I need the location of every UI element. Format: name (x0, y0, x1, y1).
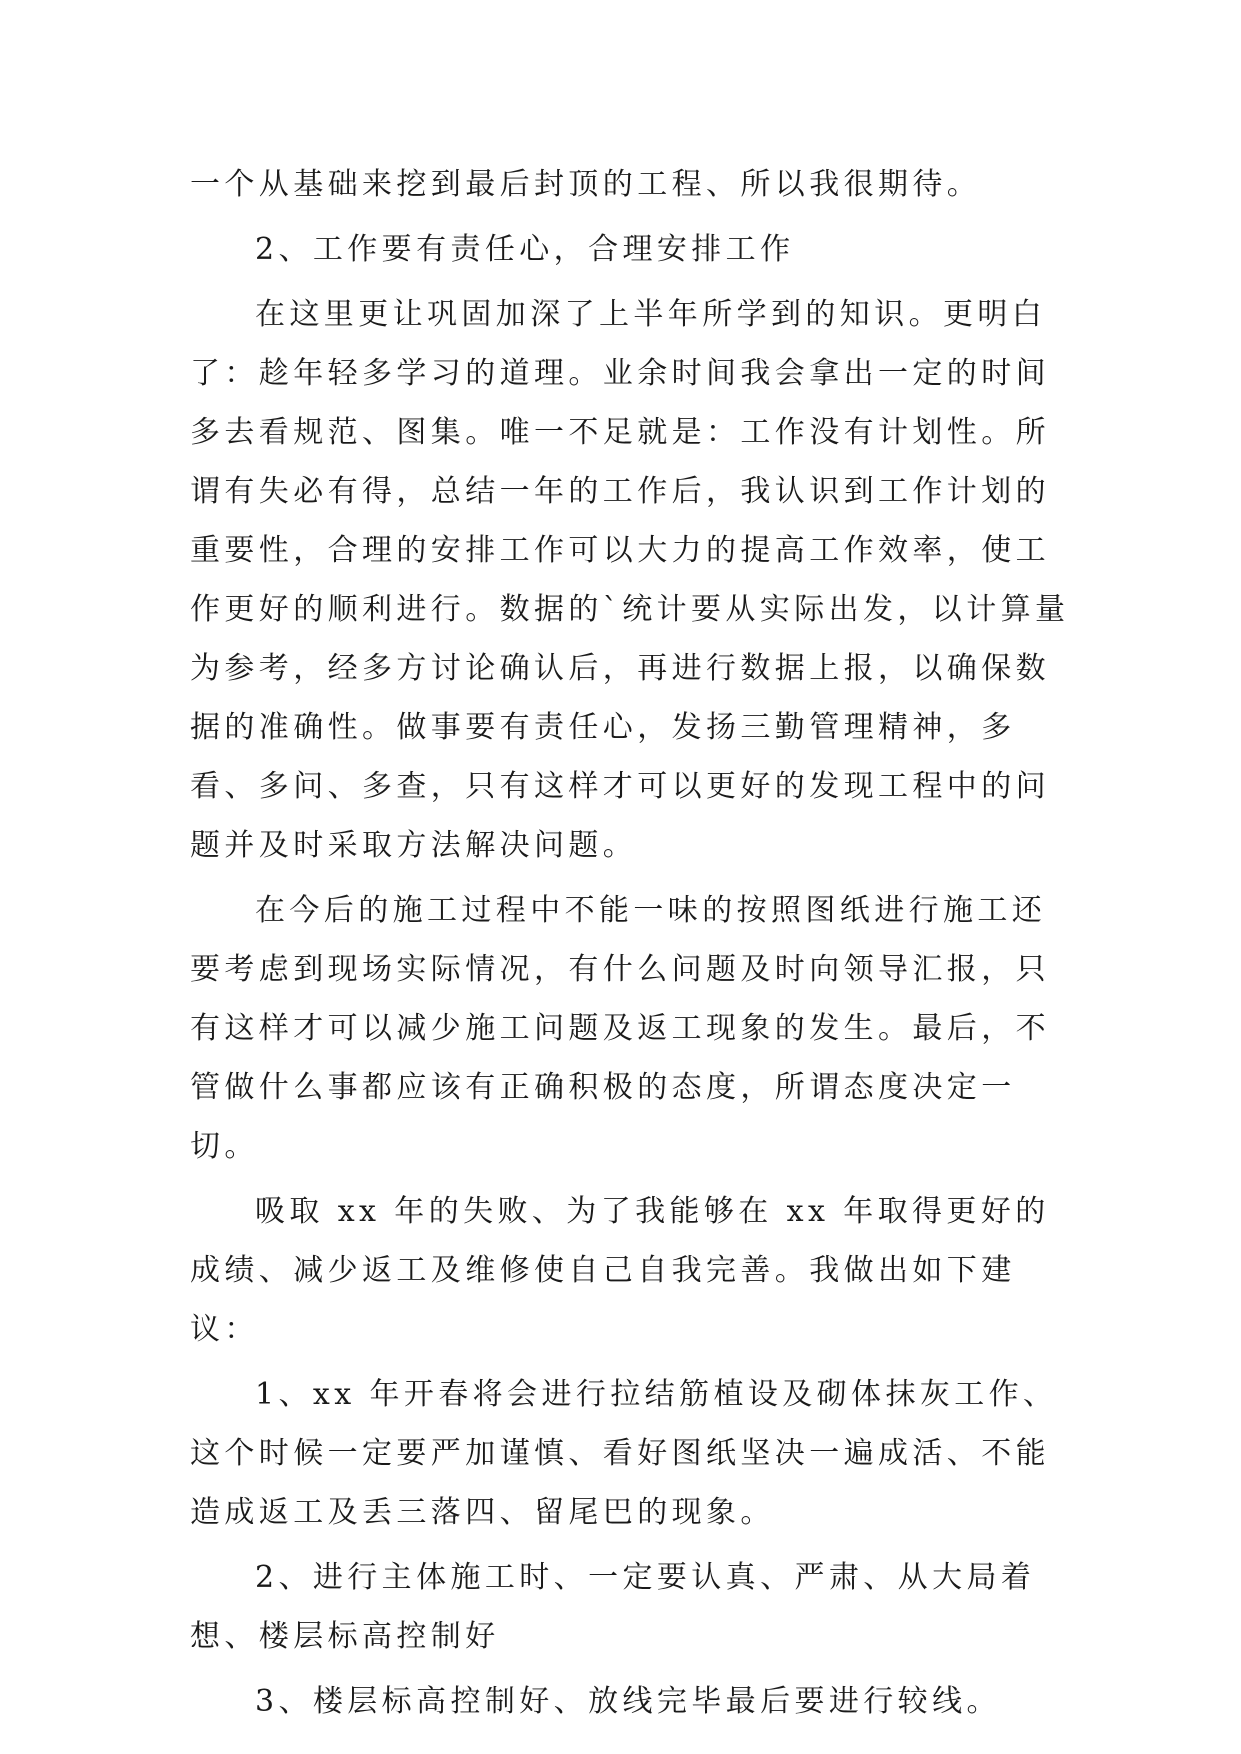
document-body (190, 155, 1070, 1737)
paragraph-heading-responsibility: 2、工作要有责任心，合理安排工作 (255, 232, 795, 267)
paragraph-suggestion-1: 1、xx 年开春将会进行拉结筋植设及砌体抹灰工作、这个时候一定要严加谨慎、看好图纸坚决一遍成活、不能造成返工及丢三落四、留尾巴的现象。 (190, 1377, 1058, 1530)
paragraph-lessons: 吸取 xx 年的失败、为了我能够在 xx 年取得更好的成绩、减少返工及维修使自己自我完善。我做出如下建议： (190, 1194, 1050, 1347)
paragraph-suggestion-2: 2、进行主体施工时、一定要认真、严肃、从大局着想、楼层标高控制好 (190, 1560, 1036, 1654)
paragraph-suggestion-3: 3、楼层标高控制好、放线完毕最后要进行较线。 (255, 1684, 1001, 1719)
paragraph-knowledge: 在这里更让巩固加深了上半年所学到的知识。更明白了：趁年轻多学习的道理。业余时间我会拿出一定的时间多去看规范、图集。唯一不足就是：工作没有计划性。所谓有失必有得，总结一年的工作后，我认识到工作计划的重要性，合理的安排工作可以大力的提高工作效率，使工作更好的顺利进行。数据的`统计要从实际出发，以计算量为参考，经多方讨论确认后，再进行数据上报，以确保数据的准确性。做事要有责任心，发扬三勤管理精神，多看、多问、多查，只有这样才可以更好的发现工程中的问题并及时采取方法解决问题。 (190, 297, 1070, 863)
paragraph-construction-process: 在今后的施工过程中不能一味的按照图纸进行施工还要考虑到现场实际情况，有什么问题及时向领导汇报，只有这样才可以减少施工问题及返工现象的发生。最后，不管做什么事都应该有正确积极的态度，所谓态度决定一切。 (190, 893, 1050, 1164)
paragraph-continuation: 一个从基础来挖到最后封顶的工程、所以我很期待。 (190, 167, 982, 202)
